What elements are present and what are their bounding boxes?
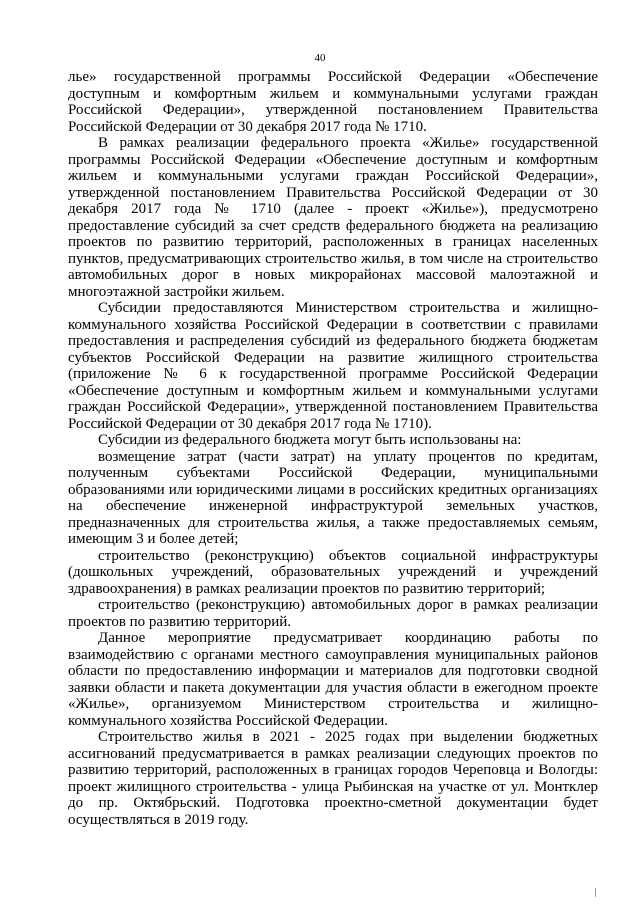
body-text xyxy=(68,69,598,828)
scan-mark xyxy=(595,888,596,897)
list-item-roads: строительство (реконструкцию) автомобильных дорог в рамках реализации проектов по развитию территорий. xyxy=(68,597,598,630)
list-item-interest-reimbursement: возмещение затрат (части затрат) на уплату процентов по кредитам, полученным субъектами Российской Федерации, муниципальными образованиями или юридическими лицами в российских кредитных организациях на обеспечение инженерной инфраструктурой земельных участков, предназначенных для строительства жилья, а также предоставляемых семьям, имеющим 3 и более детей; xyxy=(68,448,598,547)
paragraph-continuation: лье» государственной программы Российской Федерации «Обеспечение доступным и комфортным жильем и коммунальными услугами граждан Российской Федерации», утвержденной постановлением Правительства Российской Федерации от 30 декабря 2017 года № 1710. xyxy=(68,69,598,135)
list-item-social-infrastructure: строительство (реконструкцию) объектов социальной инфраструктуры (дошкольных учреждений, образовательных учреждений и учреждений здравоохранения) в рамках реализации проектов по развитию территорий; xyxy=(68,547,598,597)
paragraph-subsidies-provided: Субсидии предоставляются Министерством строительства и жилищно-коммунального хозяйства Российской Федерации в соответствии с правилами предоставления и распределения субсидий из федерального бюджета бюджетам субъектов Российской Федерации на развитие жилищного строительства (приложение № 6 к государственной программе Российской Федерации «Обеспечение доступным и комфортным жильем и коммунальными услугами граждан Российской Федерации», утвержденной постановлением Правительства Российской Федерации от 30 декабря 2017 года № 1710). xyxy=(68,300,598,432)
page-number: 40 xyxy=(314,52,326,64)
paragraph-subsidies-usage-intro: Субсидии из федерального бюджета могут быть использованы на: xyxy=(98,432,522,448)
paragraph-housing-construction: Строительство жилья в 2021 - 2025 годах при выделении бюджетных ассигнований предусматривается в рамках реализации следующих проектов по развитию территорий, расположенных в границах городов Череповца и Вологды: проект жилищного строительства - улица Рыбинская на участке от ул. Монтклер до пр. Октябрьский. Подготовка проектно-сметной документации будет осуществляться в 2019 году. xyxy=(68,729,598,828)
paragraph-federal-project: В рамках реализации федерального проекта «Жилье» государственной программы Российской Федерации «Обеспечение доступным и комфортным жильем и коммунальными услугами граждан Российской Федерации», утвержденной постановлением Правительства Российской Федерации от 30 декабря 2017 года № 1710 (далее - проект «Жилье»), предусмотрено предоставление субсидий за счет средств федерального бюджета на реализацию проектов по развитию территорий, расположенных в границах населенных пунктов, предусматривающих строительство жилья, в том числе на строительство автомобильных дорог в новых микрорайонах массовой малоэтажной и многоэтажной застройки жильем. xyxy=(68,135,598,300)
paragraph-coordination: Данное мероприятие предусматривает координацию работы по взаимодействию с органами местного самоуправления муниципальных районов области по предоставлению информации и материалов для подготовки сводной заявки области и пакета документации для участия области в ежегодном проекте «Жилье», организуемом Министерством строительства и жилищно-коммунального хозяйства Российской Федерации. xyxy=(68,630,598,729)
